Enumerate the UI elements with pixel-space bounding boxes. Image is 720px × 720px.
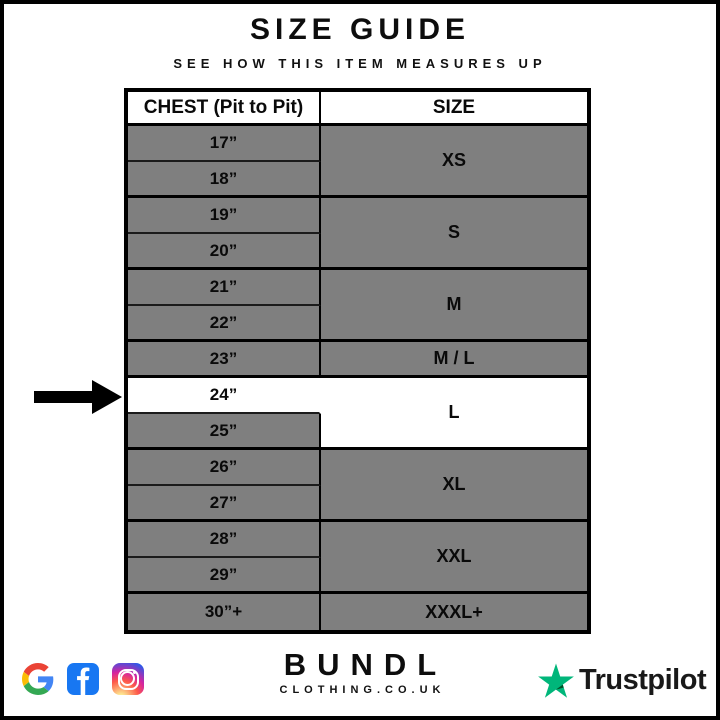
column-header-size: SIZE [321,92,587,126]
size-cell-xxl: XXL [321,522,587,594]
measurement-cell-21: 21” [128,270,321,306]
trustpilot-logo [538,663,706,698]
size-guide-subtitle: SEE HOW THIS ITEM MEASURES UP [173,56,547,71]
measurement-cell-17: 17” [128,126,321,162]
measurement-cell-28: 28” [128,522,321,558]
measurement-cell-27: 27” [128,486,321,522]
measurement-cell-18: 18” [128,162,321,198]
measurement-cell-22: 22” [128,306,321,342]
size-cell-xl: XL [321,450,587,522]
column-header-chest: CHEST (Pit to Pit) [128,92,321,126]
size-cell-xs: XS [321,126,587,198]
size-cell-s: S [321,198,587,270]
measurement-cell-29: 29” [128,558,321,594]
size-cell-l-highlighted: L [321,378,587,450]
measurement-cell-26: 26” [128,450,321,486]
size-cell-xxxl-plus: XXXL+ [321,594,587,630]
selection-arrow-icon [34,377,122,417]
measurement-cell-24-highlighted: 24” [128,378,321,414]
size-table [124,88,591,634]
measurement-cell-20: 20” [128,234,321,270]
size-cell-ml: M / L [321,342,587,378]
trustpilot-star-icon [538,663,574,698]
measurement-cell-25: 25” [128,414,321,450]
size-cell-m: M [321,270,587,342]
measurement-cell-19: 19” [128,198,321,234]
measurement-cell-30plus: 30”+ [128,594,321,630]
measurement-cell-23: 23” [128,342,321,378]
size-guide-title: SIZE GUIDE [249,13,471,46]
brand-name: BUNDL [283,647,448,682]
brand-domain: CLOTHING.CO.UK [279,684,446,696]
trustpilot-label: Trustpilot [579,664,707,696]
